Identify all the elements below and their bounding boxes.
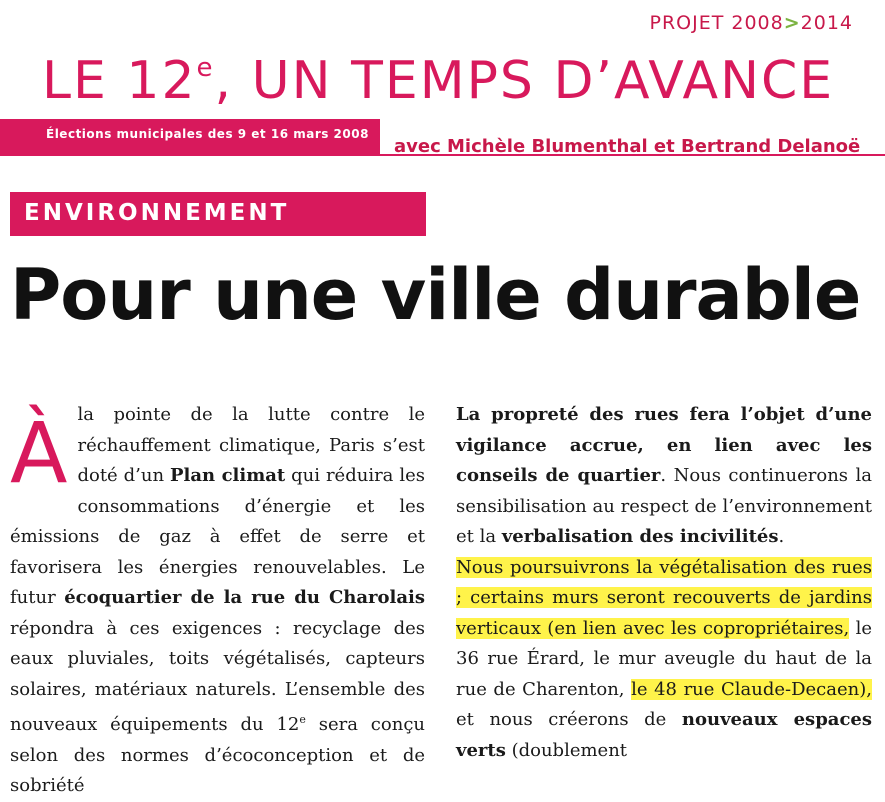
page-title — [42, 38, 862, 111]
text-run: répondra à ces exigences : recyclage des eaux pluviales, toits végétalisés, capteurs solaires, matériaux naturels. L’ensemble des nouveaux équipements du 12 — [10, 617, 425, 735]
text-run: (doublement — [505, 739, 628, 761]
text-run: sera conçu selon des normes d’écoconception et de sobriété — [10, 714, 425, 796]
bold-run: verbalisation des incivilités — [501, 526, 779, 547]
left-column — [10, 400, 425, 802]
superscript: e — [299, 713, 306, 726]
right-paragraph-2 — [456, 553, 872, 767]
text-run: . — [778, 526, 785, 547]
project-end-year: 2014 — [800, 12, 853, 34]
bold-run: nouveaux espaces verts — [456, 709, 872, 761]
bold-run: écoquartier de la rue du Charolais — [64, 587, 425, 608]
project-label — [649, 12, 853, 34]
section-label: ENVIRONNEMENT — [24, 200, 290, 226]
text-run: la pointe de la lutte contre le réchauffement climatique, Paris s’est doté d’un — [77, 404, 425, 486]
text-run: . Nous continuerons la sensibilisation au respect de l’environnement et la — [456, 465, 872, 547]
arrow-icon: > — [783, 12, 801, 34]
bold-run: Plan climat — [169, 465, 286, 486]
title-part: LE 12 — [42, 51, 197, 111]
elections-text: Élections municipales des 9 et 16 mars 2008 — [46, 127, 369, 141]
bold-run: La propreté des rues fera l’objet d’une vigilance accrue, en lien avec les conseils de quartier — [456, 404, 872, 486]
candidates-line: avec Michèle Blumenthal et Bertrand Delanoë — [394, 136, 861, 157]
text-run: qui réduira les consommations d’énergie et les émissions de gaz à effet de serre et favorisera les énergies renouvelables. Le futur — [10, 465, 425, 608]
highlighted-text: Nous poursuivrons la végétalisation des rues ; certains murs seront recouverts de jardins verticaux (en lien avec les copropriétaires, — [456, 556, 872, 639]
project-start-year: PROJET 2008 — [649, 12, 784, 34]
title-part: , UN TEMPS D’AVANCE — [214, 51, 835, 111]
right-paragraph — [456, 400, 872, 553]
text-run: et nous créerons de — [456, 709, 682, 730]
drop-cap: À — [10, 404, 68, 502]
left-paragraph — [10, 400, 425, 802]
highlighted-text: le 48 rue Claude-Decaen), — [631, 678, 872, 700]
title-superscript: e — [196, 53, 215, 83]
article-headline: Pour une ville durable — [10, 254, 861, 336]
right-column — [456, 400, 872, 766]
text-run: le 36 rue Érard, le mur aveugle du haut de la rue de Charenton, — [456, 617, 872, 700]
